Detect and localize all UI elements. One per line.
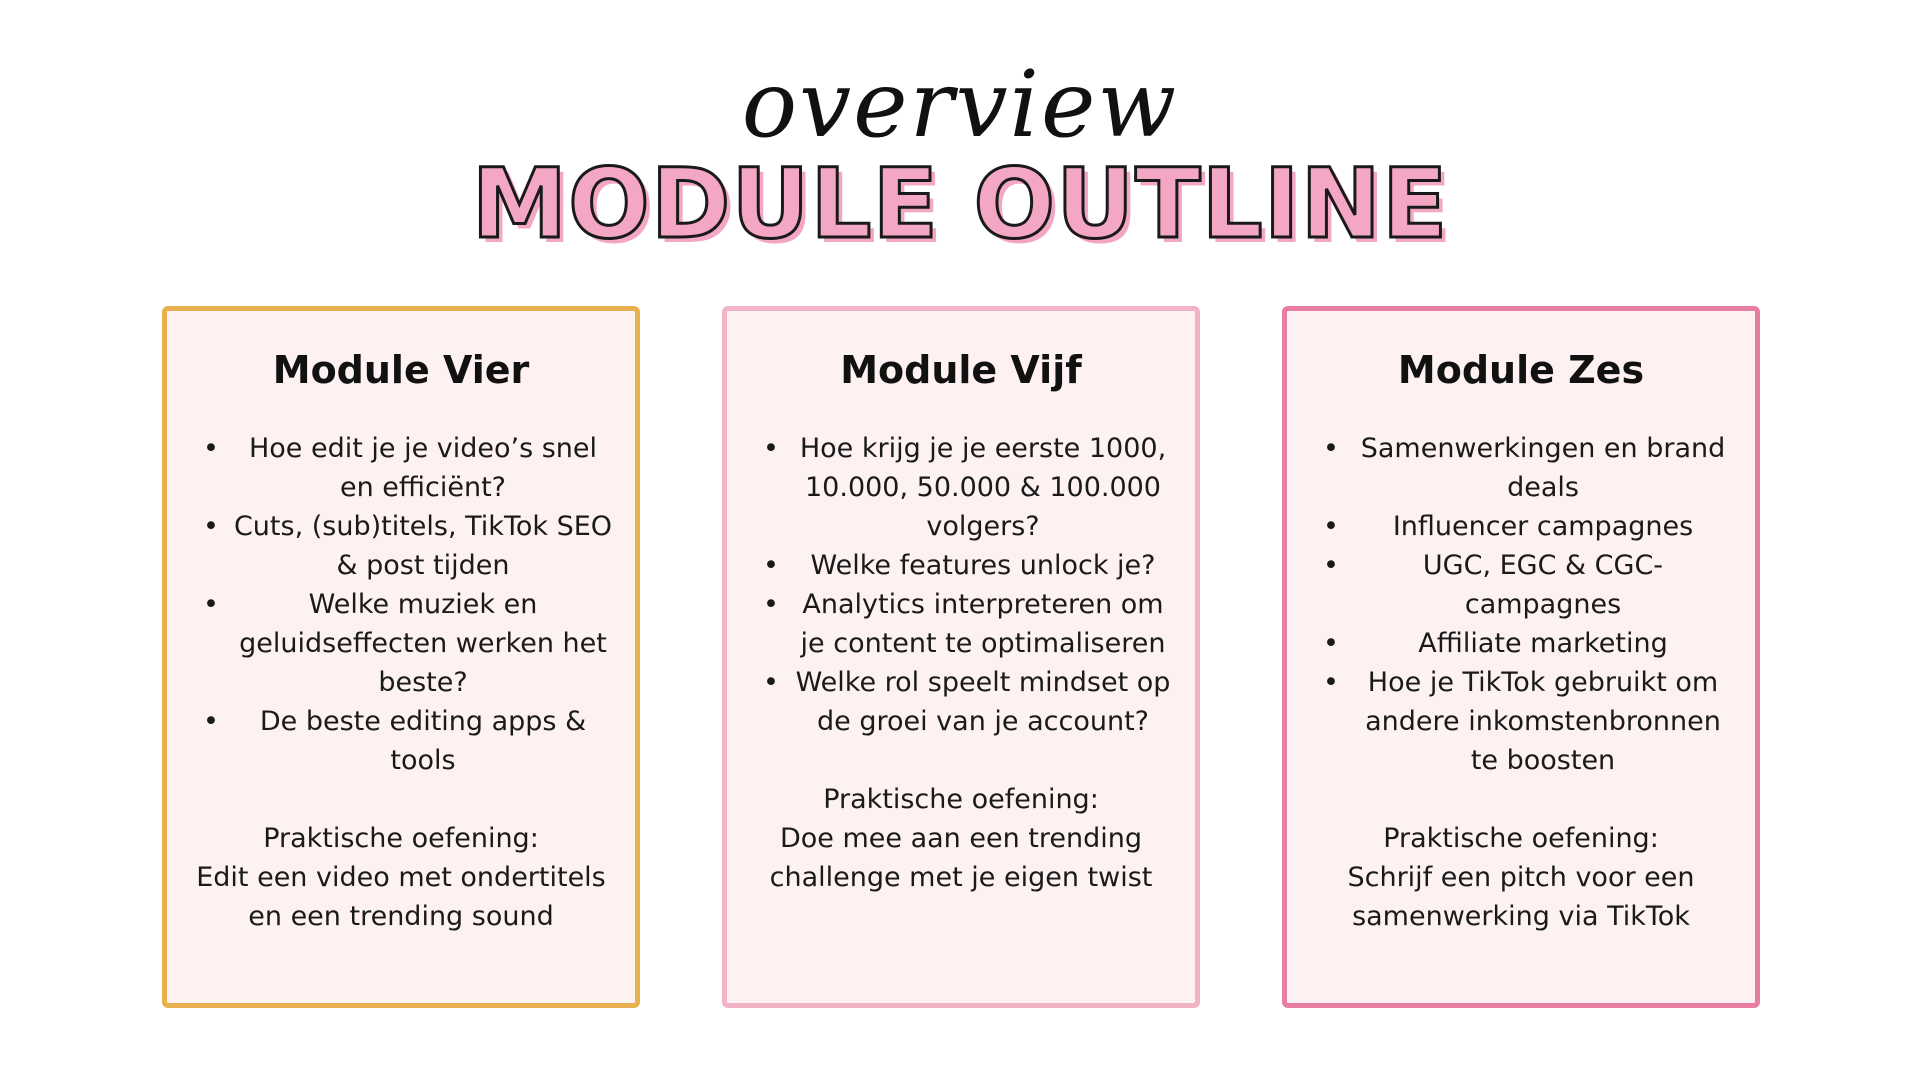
module-outline-title: MODULE OUTLINE (471, 148, 1449, 260)
bullet-item: • Hoe krijg je je eerste 1000, 10.000, 50.000 & 100.000 volgers? (757, 429, 1175, 546)
exercise-label: Praktische oefening: (263, 823, 539, 854)
exercise-text: Schrijf een pitch voor een samenwerking via TikTok (1347, 862, 1695, 932)
exercise-text: Edit een video met ondertitels en een trending sound (196, 862, 606, 932)
bullet-item: • UGC, EGC & CGC-campagnes (1317, 546, 1735, 624)
module-zes-title: Module Zes (1397, 348, 1645, 392)
exercise-label: Praktische oefening: (1383, 823, 1659, 854)
bullet-item: • Cuts, (sub)titels, TikTok SEO & post tijden (197, 507, 615, 585)
exercise-text: Doe mee aan een trending challenge met je eigen twist (769, 823, 1153, 893)
module-vijf-title: Module Vijf (840, 348, 1082, 392)
exercise-label: Praktische oefening: (823, 784, 1099, 815)
bullet-item: • Welke muziek en geluidseffecten werken het beste? (197, 585, 615, 702)
module-zes-exercise (1307, 819, 1735, 936)
module-vier-card (162, 306, 640, 1008)
module-zes-bullet-list (1307, 429, 1735, 780)
bullet-item: • De beste editing apps & tools (197, 702, 615, 780)
bullet-item: • Welke rol speelt mindset op de groei van je account? (757, 663, 1175, 741)
bullet-item: • Analytics interpreteren om je content te optimaliseren (757, 585, 1175, 663)
module-vier-title: Module Vier (272, 348, 530, 392)
module-vier-bullet-list (187, 429, 615, 780)
module-vijf-bullet-list (747, 429, 1175, 741)
overview-script-title: overview (741, 51, 1179, 158)
module-vier-exercise (187, 819, 615, 936)
bullet-item: • Samenwerkingen en brand deals (1317, 429, 1735, 507)
bullet-item: • Influencer campagnes (1317, 507, 1735, 546)
module-zes-card (1282, 306, 1760, 1008)
bullet-item: • Hoe edit je je video’s snel en efficiënt? (197, 429, 615, 507)
bullet-item: • Welke features unlock je? (757, 546, 1175, 585)
module-vijf-exercise (747, 780, 1175, 897)
bullet-item: • Hoe je TikTok gebruikt om andere inkomstenbronnen te boosten (1317, 663, 1735, 780)
module-vijf-card (722, 306, 1200, 1008)
bullet-item: • Affiliate marketing (1317, 624, 1735, 663)
